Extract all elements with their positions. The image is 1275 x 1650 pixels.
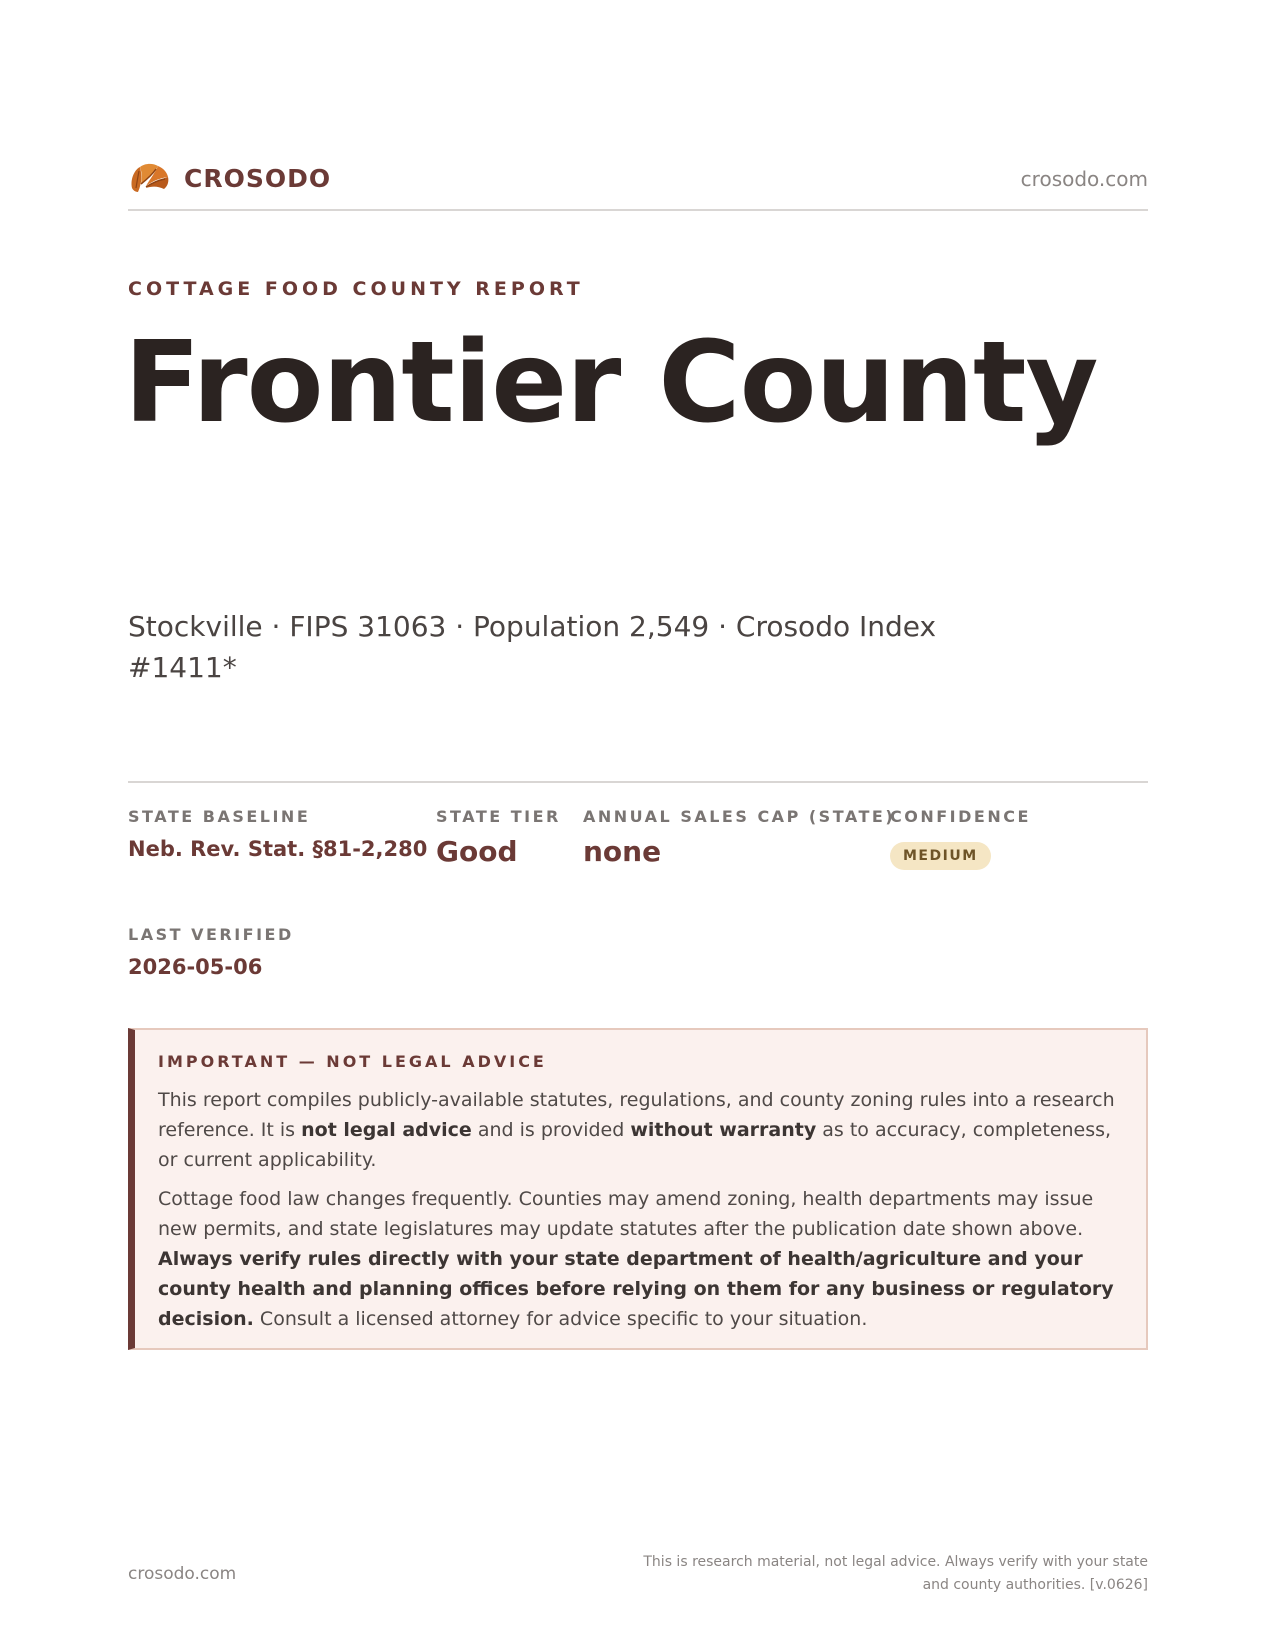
croissant-icon [128,158,170,198]
stat-state-tier [436,807,561,868]
stat-value: 2026-05-06 [128,955,263,979]
stat-state-baseline [128,807,427,861]
disclaimer-emphasis: not legal advice [301,1119,472,1141]
footer-site[interactable]: crosodo.com [128,1564,237,1584]
disclaimer-heading: IMPORTANT — NOT LEGAL ADVICE [158,1052,547,1071]
stat-label: ANNUAL SALES CAP (STATE) [583,807,896,826]
footer-note: This is research material, not legal advice. Always verify with your state and county authorities. [v.0626] [643,1554,1148,1593]
disclaimer-text: as to accuracy, completeness, or current applicability. [158,1119,1112,1171]
report-page [124,0,1148,1650]
disclaimer-text: Cottage food law changes frequently. Counties may amend zoning, health departments may issue new permits, and state legislatures may update statutes after the publication date shown above. [158,1188,1094,1240]
section-divider [128,781,1148,783]
stat-label: STATE TIER [436,807,561,826]
stat-last-verified [128,925,294,979]
stat-value: none [583,835,662,868]
header-site-link[interactable]: crosodo.com [1020,167,1148,191]
stat-label: LAST VERIFIED [128,925,294,944]
disclaimer-callout [128,1028,1148,1350]
disclaimer-emphasis: Always verify rules directly with your state department of health/agriculture and your county health and planning offices before relying on them for any business or regulatory decision. [158,1248,1114,1330]
header [128,158,1148,202]
disclaimer-text: This report compiles publicly-available statutes, regulations, and county zoning rules into a research reference. It is [158,1089,1115,1141]
confidence-badge: MEDIUM [890,842,991,870]
report-subtitle: Stockville · FIPS 31063 · Population 2,549 · Crosodo Index #1411* [128,610,937,684]
page-title: Frontier County [124,318,1098,448]
disclaimer-emphasis: without warranty [630,1119,817,1141]
disclaimer-paragraph [158,1184,1122,1334]
stat-value: Neb. Rev. Stat. §81-2,280 [128,837,428,861]
stat-confidence [890,807,1031,870]
disclaimer-paragraph [158,1085,1122,1175]
stat-label: CONFIDENCE [890,807,1031,826]
disclaimer-text: Consult a licensed attorney for advice specific to your situation. [253,1308,868,1330]
header-divider [128,209,1148,211]
stat-value: Good [436,835,518,868]
report-kicker: COTTAGE FOOD COUNTY REPORT [128,278,584,300]
stat-label: STATE BASELINE [128,807,311,826]
disclaimer-text: and is provided [471,1119,631,1141]
brand-logo[interactable] [128,158,331,198]
stat-sales-cap [583,807,895,868]
brand-name: CROSODO [184,163,332,193]
